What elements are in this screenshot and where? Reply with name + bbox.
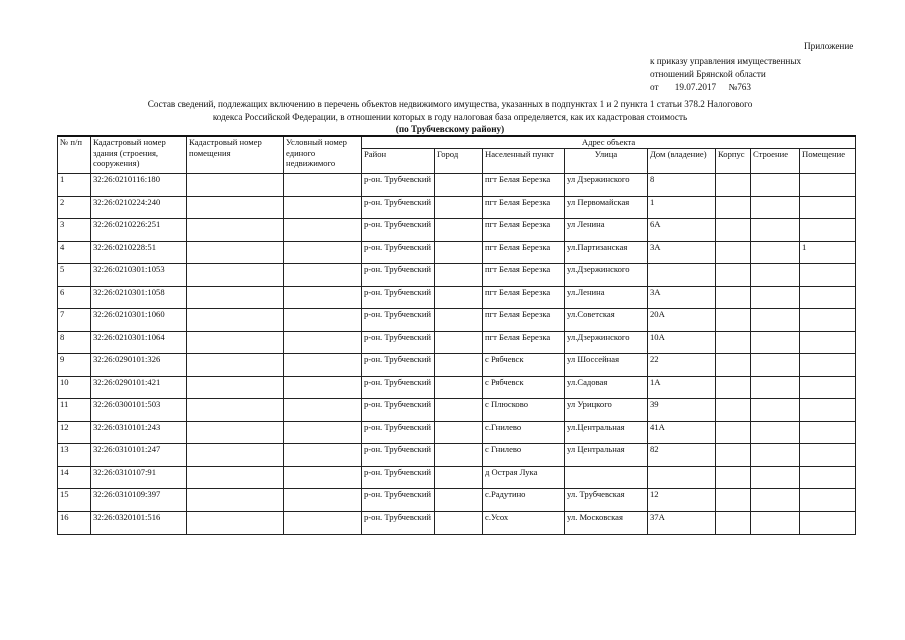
cell-korpus — [716, 399, 751, 422]
cell-settlement: с Рябчевск — [483, 354, 565, 377]
header-korpus: Корпус — [716, 149, 751, 174]
cell-room — [800, 174, 856, 197]
cell-num: 13 — [58, 444, 91, 467]
cell-house: 3А — [648, 241, 716, 264]
cell-district: р-он. Трубчевский — [362, 174, 435, 197]
cell-num: 9 — [58, 354, 91, 377]
cell-building — [751, 399, 800, 422]
cell-street: ул Центральная — [565, 444, 648, 467]
cell-district: р-он. Трубчевский — [362, 286, 435, 309]
cell-num: 6 — [58, 286, 91, 309]
cell-settlement: д Острая Лука — [483, 466, 565, 489]
cell-building — [751, 196, 800, 219]
cell-city — [435, 331, 483, 354]
cell-num: 11 — [58, 399, 91, 422]
cell-cad-building: 32:26:0310101:243 — [91, 421, 187, 444]
cell-house: 39 — [648, 399, 716, 422]
cell-settlement: пгт Белая Березка — [483, 286, 565, 309]
table-row — [58, 376, 856, 399]
cell-street: ул.Центральная — [565, 421, 648, 444]
header-cond-num: Условный номер единого недвижимого — [284, 136, 362, 174]
cell-room — [800, 511, 856, 534]
cell-cad-room — [187, 489, 284, 512]
table-row — [58, 264, 856, 287]
cell-district: р-он. Трубчевский — [362, 511, 435, 534]
cell-street: ул. Московская — [565, 511, 648, 534]
header-cad-building: Кадастровый номер здания (строения, сооружения) — [91, 136, 187, 174]
cell-city — [435, 376, 483, 399]
cell-house: 20А — [648, 309, 716, 332]
cell-settlement: с Плюсково — [483, 399, 565, 422]
appendix-date-line — [650, 81, 751, 95]
appendix-title: Приложение — [804, 41, 854, 51]
cell-cond-num — [284, 376, 362, 399]
cell-korpus — [716, 264, 751, 287]
cell-cond-num — [284, 309, 362, 332]
cell-city — [435, 399, 483, 422]
cell-district: р-он. Трубчевский — [362, 489, 435, 512]
cell-city — [435, 511, 483, 534]
cell-district: р-он. Трубчевский — [362, 421, 435, 444]
cell-cad-building: 32:26:0290101:421 — [91, 376, 187, 399]
cell-room — [800, 376, 856, 399]
cell-korpus — [716, 241, 751, 264]
cell-city — [435, 444, 483, 467]
cell-korpus — [716, 219, 751, 242]
cell-cad-building: 32:26:0310109:397 — [91, 489, 187, 512]
cell-cad-building: 32:26:0210116:180 — [91, 174, 187, 197]
header-street: Улица — [565, 149, 648, 174]
cell-num: 2 — [58, 196, 91, 219]
cell-settlement: пгт Белая Березка — [483, 331, 565, 354]
cell-room: 1 — [800, 241, 856, 264]
cell-city — [435, 489, 483, 512]
cell-house: 37А — [648, 511, 716, 534]
cell-num: 7 — [58, 309, 91, 332]
table-row — [58, 511, 856, 534]
cell-cad-building: 32:26:0210301:1053 — [91, 264, 187, 287]
cell-korpus — [716, 286, 751, 309]
cell-cad-room — [187, 444, 284, 467]
cell-street: ул Первомайская — [565, 196, 648, 219]
cell-korpus — [716, 511, 751, 534]
cell-district: р-он. Трубчевский — [362, 309, 435, 332]
cell-building — [751, 241, 800, 264]
cell-street: ул Урицкого — [565, 399, 648, 422]
cell-num: 15 — [58, 489, 91, 512]
header-room: Помещение — [800, 149, 856, 174]
cell-room — [800, 489, 856, 512]
cell-street: ул Ленина — [565, 219, 648, 242]
cell-district: р-он. Трубчевский — [362, 354, 435, 377]
cell-num: 4 — [58, 241, 91, 264]
header-building: Строение — [751, 149, 800, 174]
cell-cond-num — [284, 354, 362, 377]
appendix-from: от — [650, 82, 659, 92]
cell-district: р-он. Трубчевский — [362, 241, 435, 264]
cell-street — [565, 466, 648, 489]
table-row — [58, 196, 856, 219]
cell-room — [800, 286, 856, 309]
cell-street: ул.Садовая — [565, 376, 648, 399]
cell-settlement: пгт Белая Березка — [483, 264, 565, 287]
cell-room — [800, 354, 856, 377]
cell-street: ул Дзержинского — [565, 174, 648, 197]
cell-district: р-он. Трубчевский — [362, 376, 435, 399]
cell-room — [800, 399, 856, 422]
cell-korpus — [716, 444, 751, 467]
appendix-line-1: к приказу управления имущественных — [650, 56, 802, 66]
cell-korpus — [716, 174, 751, 197]
cell-cond-num — [284, 264, 362, 287]
table-row — [58, 331, 856, 354]
cell-house: 3А — [648, 286, 716, 309]
table-row — [58, 309, 856, 332]
cell-korpus — [716, 421, 751, 444]
cell-settlement: с.Гнилево — [483, 421, 565, 444]
cell-cad-room — [187, 331, 284, 354]
property-table — [57, 135, 856, 535]
cell-house: 10А — [648, 331, 716, 354]
cell-cad-building: 32:26:0210301:1064 — [91, 331, 187, 354]
cell-cond-num — [284, 489, 362, 512]
cell-num: 3 — [58, 219, 91, 242]
cell-district: р-он. Трубчевский — [362, 444, 435, 467]
cell-city — [435, 421, 483, 444]
cell-room — [800, 309, 856, 332]
table-row — [58, 219, 856, 242]
cell-district: р-он. Трубчевский — [362, 264, 435, 287]
cell-city — [435, 309, 483, 332]
cell-building — [751, 354, 800, 377]
cell-cad-room — [187, 286, 284, 309]
cell-room — [800, 331, 856, 354]
cell-building — [751, 489, 800, 512]
header-district: Район — [362, 149, 435, 174]
cell-cad-building: 32:26:0320101:516 — [91, 511, 187, 534]
cell-korpus — [716, 309, 751, 332]
table-row — [58, 421, 856, 444]
cell-street: ул.Ленина — [565, 286, 648, 309]
appendix-date: 19.07.2017 — [674, 82, 717, 92]
cell-room — [800, 466, 856, 489]
cell-cond-num — [284, 421, 362, 444]
cell-house: 8 — [648, 174, 716, 197]
cell-room — [800, 219, 856, 242]
cell-house: 22 — [648, 354, 716, 377]
cell-district: р-он. Трубчевский — [362, 399, 435, 422]
cell-cond-num — [284, 331, 362, 354]
cell-cad-room — [187, 421, 284, 444]
cell-cond-num — [284, 286, 362, 309]
cell-district: р-он. Трубчевский — [362, 466, 435, 489]
cell-cond-num — [284, 241, 362, 264]
cell-settlement: пгт Белая Березка — [483, 309, 565, 332]
cell-cond-num — [284, 174, 362, 197]
table-row — [58, 354, 856, 377]
cell-num: 10 — [58, 376, 91, 399]
cell-settlement: с Рябчевск — [483, 376, 565, 399]
cell-cond-num — [284, 444, 362, 467]
table-row — [58, 444, 856, 467]
table-row — [58, 174, 856, 197]
cell-cad-building: 32:26:0210224:240 — [91, 196, 187, 219]
cell-num: 14 — [58, 466, 91, 489]
cell-num: 1 — [58, 174, 91, 197]
cell-building — [751, 309, 800, 332]
cell-cond-num — [284, 511, 362, 534]
cell-city — [435, 264, 483, 287]
cell-cad-room — [187, 241, 284, 264]
cell-cad-room — [187, 309, 284, 332]
cell-korpus — [716, 489, 751, 512]
cell-korpus — [716, 466, 751, 489]
cell-house: 82 — [648, 444, 716, 467]
cell-settlement: пгт Белая Березка — [483, 174, 565, 197]
cell-street: ул.Дзержинского — [565, 331, 648, 354]
cell-cad-building: 32:26:0300101:503 — [91, 399, 187, 422]
cell-cad-room — [187, 174, 284, 197]
cell-street: ул.Советская — [565, 309, 648, 332]
header-city: Город — [435, 149, 483, 174]
cell-cad-building: 32:26:0210301:1060 — [91, 309, 187, 332]
cell-city — [435, 219, 483, 242]
cell-cond-num — [284, 466, 362, 489]
cell-house: 12 — [648, 489, 716, 512]
table-row — [58, 489, 856, 512]
cell-num: 5 — [58, 264, 91, 287]
cell-city — [435, 174, 483, 197]
cell-korpus — [716, 354, 751, 377]
cell-cad-room — [187, 511, 284, 534]
cell-building — [751, 376, 800, 399]
cell-city — [435, 241, 483, 264]
table-row — [58, 466, 856, 489]
cell-building — [751, 286, 800, 309]
header-num: № п/п — [58, 136, 91, 174]
cell-cad-building: 32:26:0290101:326 — [91, 354, 187, 377]
cell-cad-building: 32:26:0210301:1058 — [91, 286, 187, 309]
cell-street: ул. Трубчевская — [565, 489, 648, 512]
cell-korpus — [716, 196, 751, 219]
cell-cond-num — [284, 219, 362, 242]
cell-house: 1 — [648, 196, 716, 219]
document-heading — [100, 98, 800, 136]
cell-cad-room — [187, 466, 284, 489]
cell-settlement: пгт Белая Березка — [483, 219, 565, 242]
header-settlement: Населенный пункт — [483, 149, 565, 174]
cell-building — [751, 444, 800, 467]
cell-korpus — [716, 376, 751, 399]
cell-cad-room — [187, 399, 284, 422]
cell-cad-room — [187, 354, 284, 377]
table-body — [58, 174, 856, 535]
cell-num: 16 — [58, 511, 91, 534]
cell-street: ул.Партизанская — [565, 241, 648, 264]
cell-building — [751, 264, 800, 287]
cell-room — [800, 264, 856, 287]
cell-building — [751, 466, 800, 489]
cell-cad-room — [187, 376, 284, 399]
cell-room — [800, 421, 856, 444]
cell-cad-building: 32:26:0310101:247 — [91, 444, 187, 467]
cell-settlement: с Гнилево — [483, 444, 565, 467]
cell-settlement: пгт Белая Березка — [483, 196, 565, 219]
cell-building — [751, 331, 800, 354]
table-row — [58, 241, 856, 264]
cell-house: 6А — [648, 219, 716, 242]
cell-num: 12 — [58, 421, 91, 444]
header-cad-room: Кадастровый номер помещения — [187, 136, 284, 174]
cell-cad-room — [187, 264, 284, 287]
cell-street: ул Шоссейная — [565, 354, 648, 377]
cell-house — [648, 264, 716, 287]
cell-city — [435, 466, 483, 489]
heading-line-2: кодекса Российской Федерации, в отношении которых в году налоговая база определяется, как их кадастровая стоимость — [212, 111, 688, 122]
heading-line-1: Состав сведений, подлежащих включению в перечень объектов недвижимого имущества, указанных в подпунктах 1 и 2 пункта 1 статьи 378.2 Налогового — [147, 99, 753, 109]
cell-building — [751, 174, 800, 197]
appendix-line-2: отношений Брянской области — [650, 69, 766, 79]
table-row — [58, 286, 856, 309]
cell-district: р-он. Трубчевский — [362, 331, 435, 354]
cell-building — [751, 511, 800, 534]
cell-district: р-он. Трубчевский — [362, 219, 435, 242]
heading-line-3: (по Трубчевскому району) — [395, 124, 505, 134]
cell-street: ул.Дзержинского — [565, 264, 648, 287]
cell-cond-num — [284, 196, 362, 219]
cell-settlement: с.Радутино — [483, 489, 565, 512]
cell-num: 8 — [58, 331, 91, 354]
cell-cond-num — [284, 399, 362, 422]
cell-cad-room — [187, 196, 284, 219]
cell-city — [435, 286, 483, 309]
cell-cad-building: 32:26:0210228:51 — [91, 241, 187, 264]
cell-settlement: пгт Белая Березка — [483, 241, 565, 264]
cell-city — [435, 196, 483, 219]
header-address: Адрес объекта — [362, 136, 856, 149]
cell-cad-building: 32:26:0210226:251 — [91, 219, 187, 242]
cell-house: 1А — [648, 376, 716, 399]
cell-cad-room — [187, 219, 284, 242]
cell-room — [800, 196, 856, 219]
header-house: Дом (владение) — [648, 149, 716, 174]
cell-city — [435, 354, 483, 377]
cell-settlement: с.Усох — [483, 511, 565, 534]
appendix-number: №763 — [728, 82, 751, 92]
cell-korpus — [716, 331, 751, 354]
cell-house — [648, 466, 716, 489]
cell-building — [751, 421, 800, 444]
cell-building — [751, 219, 800, 242]
cell-cad-building: 32:26:0310107:91 — [91, 466, 187, 489]
cell-room — [800, 444, 856, 467]
table-row — [58, 399, 856, 422]
cell-house: 41А — [648, 421, 716, 444]
cell-district: р-он. Трубчевский — [362, 196, 435, 219]
